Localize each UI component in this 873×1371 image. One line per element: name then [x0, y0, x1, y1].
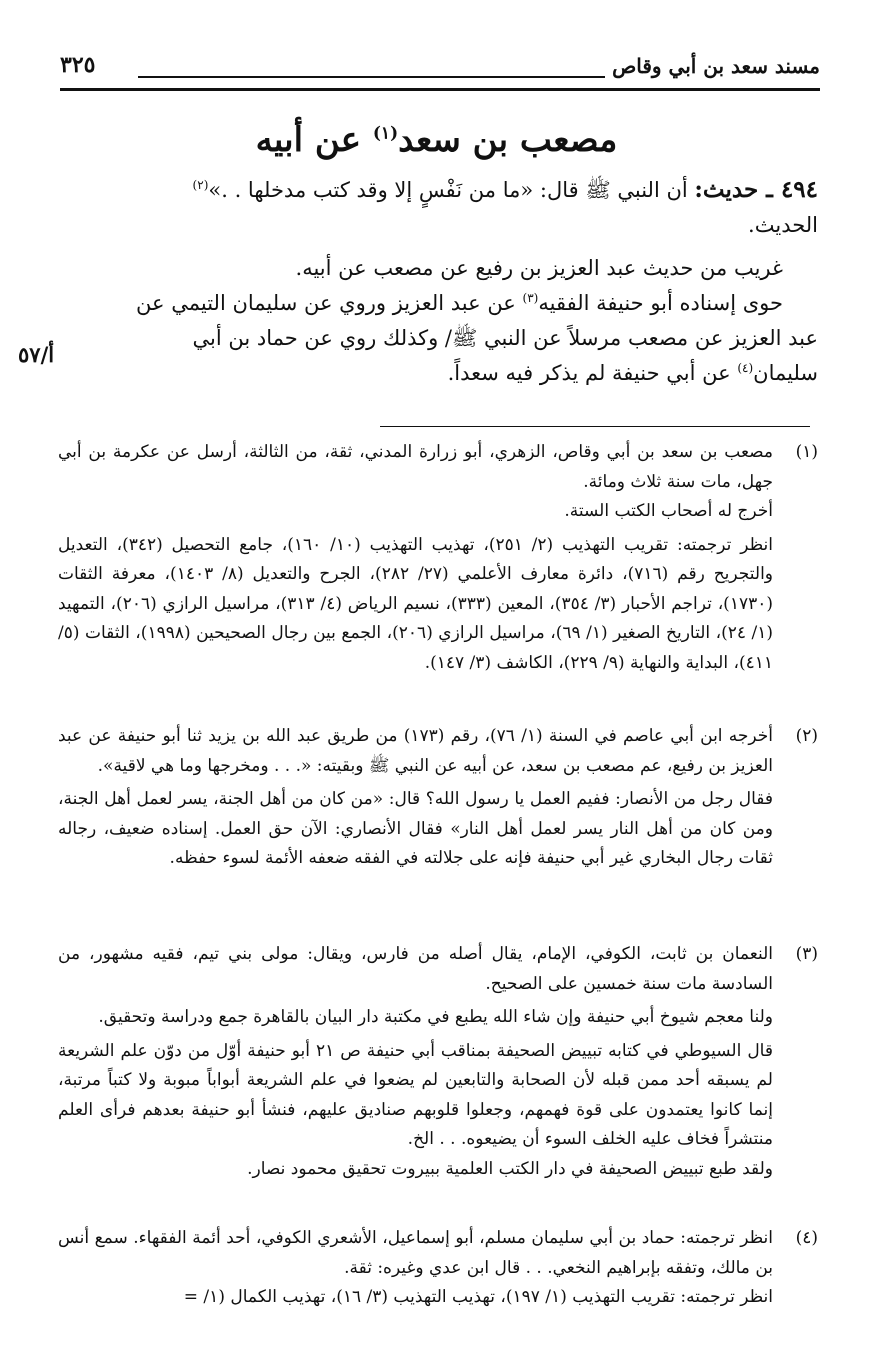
section-title: [0, 120, 873, 160]
footnote-paragraph: انظر ترجمته: تقريب التهذيب (١/ ١٩٧)، تهذيب التهذيب (٣/ ١٦)، تهذيب الكمال (١/ =: [183, 1287, 773, 1307]
footnote-separator: [380, 426, 810, 427]
footnote-paragraph: أخرجه ابن أبي عاصم في السنة (١/ ٧٦)، رقم (١٧٣) من طريق عبد الله بن يزيد ثنا أبو حنيفة عن عبد العزيز بن رفيع، عم مصعب بن سعد، عن أبيه عن النبي ﷺ وبقيته: «. . . ومخرجها وما هي لاقية».: [58, 726, 773, 776]
footnote-paragraph: مصعب بن سعد بن أبي وقاص، الزهري، أبو زرارة المدني، ثقة، من الثالثة، أرسل عن عكرمة بن أبي جهل، مات سنة ثلاث ومائة.: [58, 442, 773, 492]
footnote-number: (٢): [795, 726, 818, 746]
isnad-text-d: عن أبي حنيفة لم يذكر فيه سعداً.: [447, 361, 731, 385]
footnote-4: [58, 1224, 818, 1313]
footnote-number: (١): [795, 442, 818, 462]
comment-line: غريب من حديث عبد العزيز بن رفيع عن مصعب عن أبيه.: [295, 256, 783, 280]
isnad-text-a: حوى إسناده أبو حنيفة الفقيه: [538, 291, 783, 315]
footnote-3: [58, 940, 818, 1184]
running-title: مسند سعد بن أبي وقاص: [612, 54, 820, 78]
header-rule: [60, 88, 820, 91]
footnote-1: [58, 438, 818, 678]
footnote-paragraph: فقال رجل من الأنصار: ففيم العمل يا رسول الله؟ قال: «من كان من أهل الجنة، يسر لعمل أهل الجنة، ومن كان من أهل النار يسر لعمل أهل النار» فقال الأنصاري: الآن حق العمل. إسناده ضعيف، رجاله ثقات رجال البخاري غير أبي حنيفة فإنه على جلالته في الفقه ضعفه الأئمة لسوء حفظه.: [58, 789, 773, 868]
hadith-number: ٤٩٤ ـ حديث:: [694, 176, 818, 203]
title-footnote-ref: (١): [372, 123, 399, 144]
footnote-number: (٣): [795, 944, 818, 964]
footnote-paragraph: ولقد طبع تبييض الصحيفة في دار الكتب العلمية ببيروت تحقيق محمود نصار.: [247, 1158, 773, 1179]
title-suffix: عن أبيه: [255, 120, 362, 160]
main-text: [93, 172, 818, 391]
isnad-line-3: [93, 356, 818, 391]
title-text: مصعب بن سعد: [398, 120, 618, 160]
footnote-paragraph: انظر ترجمته: تقريب التهذيب (٢/ ٢٥١)، تهذيب التهذيب (١٠/ ١٦٠)، جامع التحصيل (٣٤٢)، التعديل والتجريح رقم (٧١٦)، دائرة معارف الأعلمي (٢٧/ ٢٨٢)، الجرح والتعديل (٨/ ١٤٠٣)، معرفة الثقات (١٧٣٠)، تراجم الأحبار (٣/ ٣٥٤)، المعين (٣٣٣)، نسيم الرياض (٤/ ٣١٣)، مراسيل الرازي (٢٠٦)، التمهيد (١/ ٢٤)، التاريخ الصغير (١/ ٦٩)، مراسيل الرازي (٢٠٦)، الجمع بين رجال الصحيحين (١٩٩٨)، الثقات (٥/ ٤١١)، البداية والنهاية (٩/ ٢٢٩)، الكاشف (٣/ ١٤٧).: [58, 534, 774, 673]
footnote-paragraph: النعمان بن ثابت، الكوفي، الإمام، يقال أصله من فارس، ويقال: مولى بني تيم، فقيه مشهور، من السادسة مات سنة خمسين على الصحيح.: [58, 944, 773, 994]
page-number: ٣٢٥: [60, 52, 96, 78]
isnad-text-b: عن عبد العزيز وروي عن سليمان التيمي عن: [136, 291, 516, 315]
footnote-paragraph: انظر ترجمته: حماد بن أبي سليمان مسلم، أبو إسماعيل، الأشعري الكوفي، أحد أئمة الفقهاء. سمع أنس بن مالك، وتفقه بإبراهيم النخعي. . . قال ابن عدي وغيره: ثقة.: [58, 1228, 773, 1278]
footnote-paragraph: ولنا معجم شيوخ أبي حنيفة وإن شاء الله يطبع في مكتبة دار البيان بالقاهرة جمع ودراسة وتحقيق.: [98, 1007, 773, 1027]
isnad-line: [93, 286, 818, 321]
header-leader-line: [138, 76, 605, 78]
hadith-text: أن النبي ﷺ قال: «ما من نَفْسٍ إلا وقد كتب مدخلها . .»: [208, 178, 688, 202]
hadith-continuation: الحديث.: [748, 213, 818, 237]
page-header: [60, 50, 820, 90]
footnote-ref-3: (٣): [522, 291, 539, 305]
manuscript-folio-note: أ/٥٧: [18, 342, 55, 367]
footnote-paragraph: قال السيوطي في كتابه تبييض الصحيفة بمناقب أبي حنيفة ص ٢١ أبو حنيفة أوّل من دوّن علم الشريعة لم يسبقه أحد ممن قبله لأن الصحابة والتابعين لم يضعوا في علم الشريعة أبواباً مبوبة ولا كتباً مرتبة، إنما كانوا يعتمدون على قوة فهمهم، وجعلوا قلوبهم صناديق عليهم، فنشأ أبو حنيفة بعدهم فرأى العلم منتشراً فخاف عليه الخلف السوء أن يضيعوه. . . الخ.: [58, 1040, 773, 1149]
hadith-line: [93, 172, 818, 208]
isnad-line-2: عبد العزيز عن مصعب مرسلاً عن النبي ﷺ/ وكذلك روي عن حماد بن أبي: [192, 326, 818, 350]
isnad-text-c: سليمان: [753, 361, 818, 385]
footnote-ref-4: (٤): [737, 361, 754, 375]
footnote-paragraph: أخرج له أصحاب الكتب الستة.: [564, 501, 773, 521]
footnote-2: [58, 722, 818, 874]
footnote-ref-2: (٢): [192, 178, 209, 192]
footnote-number: (٤): [795, 1228, 818, 1248]
